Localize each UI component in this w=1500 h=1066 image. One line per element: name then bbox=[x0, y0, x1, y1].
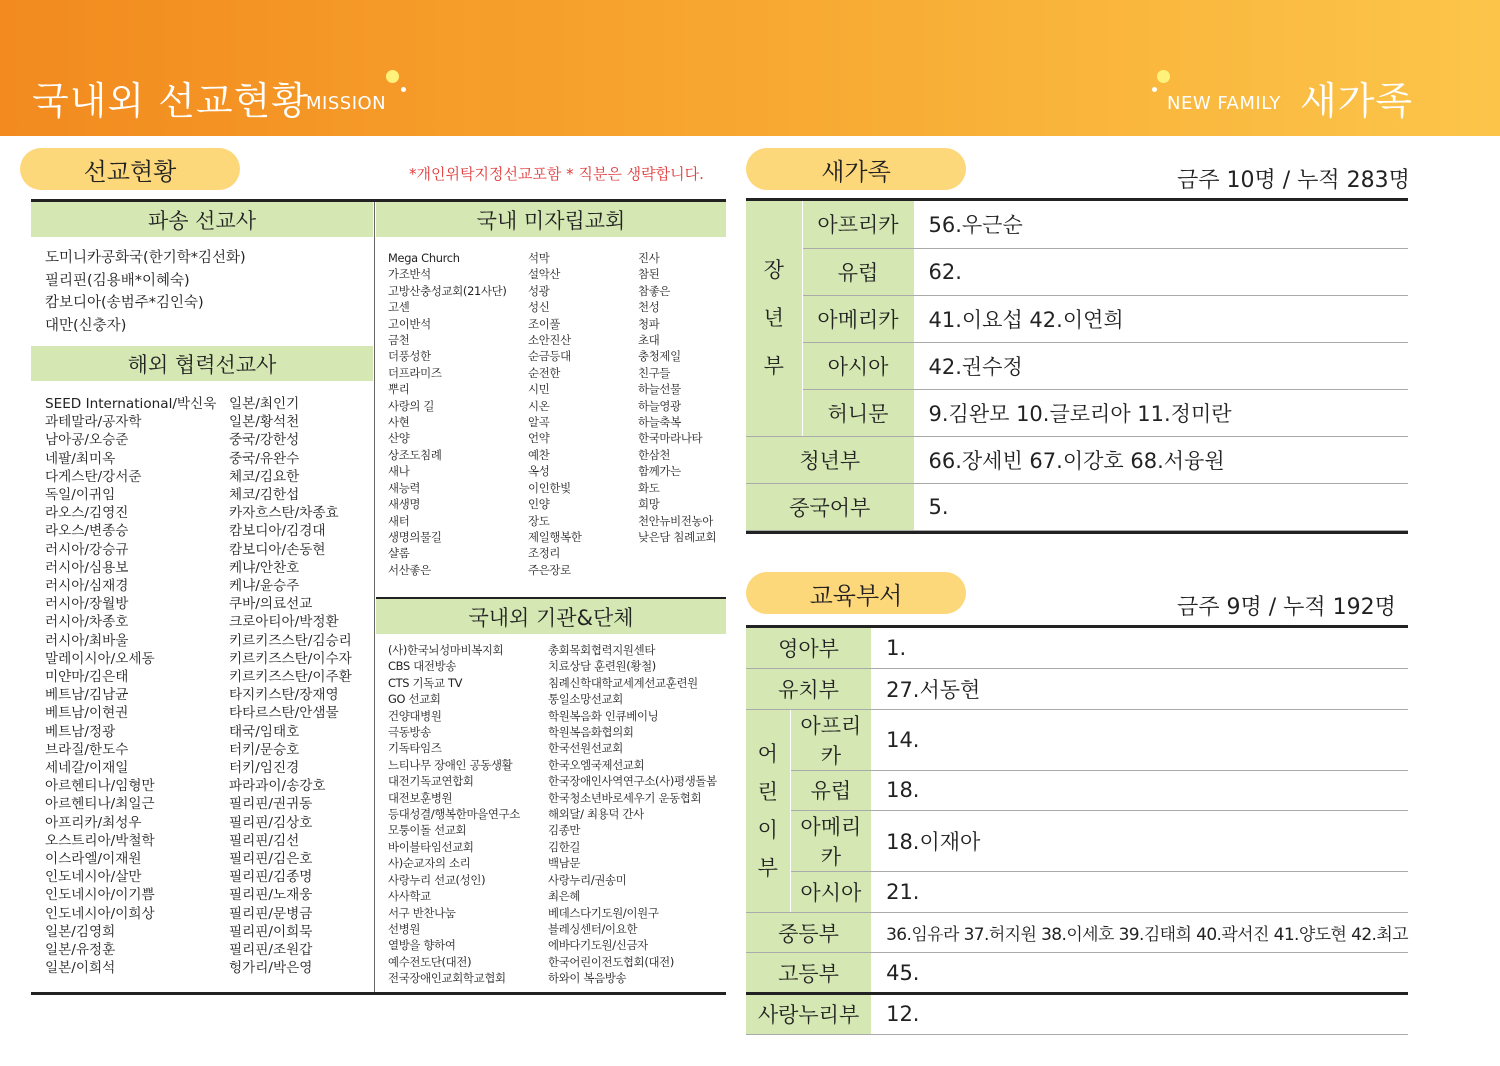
list-item: 오스트리아/박철학 bbox=[45, 832, 155, 849]
dot-icon bbox=[401, 87, 406, 92]
row-label: 중국어부 bbox=[746, 483, 914, 530]
dot-icon bbox=[386, 70, 399, 83]
group-label-char: 년 bbox=[763, 306, 784, 331]
list-item: 아르헨티나/최일근 bbox=[45, 796, 155, 813]
row-label: 중등부 bbox=[746, 912, 872, 953]
list-item: 인도네시아/살만 bbox=[45, 869, 142, 886]
row-value: 42.권수정 bbox=[914, 342, 1408, 389]
domestic-header: 국내 미자립교회 bbox=[376, 202, 726, 237]
list-item: 일본/김영희 bbox=[45, 923, 116, 940]
list-item: 인양 bbox=[528, 497, 550, 512]
list-item: 알곡 bbox=[528, 415, 550, 430]
list-item: 러시아/심용보 bbox=[45, 559, 129, 576]
table-row bbox=[746, 483, 1408, 530]
row-label: 사랑누리부 bbox=[746, 994, 872, 1035]
list-item: 케냐/윤승주 bbox=[229, 578, 300, 595]
list-item: 쿠바/의료선교 bbox=[229, 596, 313, 613]
row-value: 1. bbox=[872, 628, 1408, 669]
list-item: 캄보디아/손동현 bbox=[229, 541, 326, 558]
list-item: 언약 bbox=[528, 431, 550, 446]
list-item: GO 선교회 bbox=[388, 692, 441, 707]
list-item: 학원복음화협의회 bbox=[548, 725, 634, 740]
list-item: 예찬 bbox=[528, 447, 550, 462]
list-item: 세네갈/이재일 bbox=[45, 760, 129, 777]
list-item: 사)순교자의 소리 bbox=[388, 856, 471, 871]
group-label bbox=[746, 709, 790, 912]
education-pill: 교육부서 bbox=[746, 572, 966, 614]
list-item: 김한길 bbox=[548, 839, 581, 854]
list-item: 시민 bbox=[528, 382, 550, 397]
group-label-char: 부 bbox=[757, 855, 778, 880]
list-item: 화도 bbox=[638, 480, 660, 495]
row-value: 41.이요섭 42.이연희 bbox=[914, 295, 1408, 342]
row-label: 아프리카 bbox=[802, 201, 914, 248]
mission-title: 국내외 선교현황 bbox=[32, 79, 310, 123]
list-item: 이스라엘/이재원 bbox=[45, 851, 142, 868]
list-item: 사랑의 길 bbox=[388, 398, 435, 413]
list-item: 한국청소년바로세우기 운동협회 bbox=[548, 790, 702, 805]
row-label: 고등부 bbox=[746, 953, 872, 994]
list-item: 충청제일 bbox=[638, 349, 681, 364]
list-item: 파라과이/송강호 bbox=[229, 778, 326, 795]
list-item: 석막 bbox=[528, 251, 550, 265]
row-value: 62. bbox=[914, 248, 1408, 295]
list-item: 하늘영광 bbox=[638, 398, 681, 413]
list-item: 설악산 bbox=[528, 267, 561, 282]
new-family-stat: 금주 10명 / 누적 283명 bbox=[1177, 168, 1410, 193]
education-table bbox=[746, 628, 1408, 1035]
list-item: 진사 bbox=[638, 251, 660, 265]
list-item: 제일행복한 bbox=[528, 529, 582, 544]
list-item: 사랑누리 선교(성인) bbox=[388, 872, 486, 887]
list-item: 고센 bbox=[388, 300, 410, 315]
list-item: 필리핀/권귀동 bbox=[229, 796, 313, 813]
list-item: 한삼천 bbox=[638, 447, 671, 462]
list-item: 러시아/차종호 bbox=[45, 614, 129, 631]
table-row bbox=[746, 953, 1408, 994]
list-item: 러시아/강승규 bbox=[45, 541, 129, 558]
row-label: 유치부 bbox=[746, 669, 872, 710]
overseas-header: 해외 협력선교사 bbox=[31, 346, 373, 381]
list-item: 도미니카공화국(한기학*김선화) bbox=[45, 250, 246, 266]
org-list-col1 bbox=[388, 642, 520, 987]
list-item: 하늘축복 bbox=[638, 415, 681, 430]
list-item: 조이풀 bbox=[528, 316, 561, 331]
group-label-char: 장 bbox=[763, 258, 784, 283]
table-row bbox=[746, 436, 1408, 483]
list-item: 사랑누리/권송미 bbox=[548, 872, 627, 887]
list-item: 터키/문승호 bbox=[229, 741, 300, 758]
list-item: 카자흐스탄/차종효 bbox=[229, 505, 339, 522]
list-item: 에바다기도원/신금자 bbox=[548, 938, 648, 953]
list-item: 성신 bbox=[528, 300, 550, 315]
list-item: 침례신학대학교세계선교훈련원 bbox=[548, 675, 698, 690]
row-value: 21. bbox=[872, 872, 1408, 913]
list-item: 헝가리/박은영 bbox=[229, 960, 313, 977]
list-item: 체코/김요한 bbox=[229, 468, 300, 485]
column-divider bbox=[374, 202, 375, 992]
list-item: 대만(신충자) bbox=[45, 317, 127, 334]
list-item: 태국/임태호 bbox=[229, 723, 300, 740]
list-item: 미얀마/김은태 bbox=[45, 669, 129, 686]
overseas-list-col2 bbox=[229, 395, 352, 978]
row-label: 아메리카 bbox=[802, 295, 914, 342]
table-row bbox=[746, 872, 1408, 913]
new-family-subtitle: NEW FAMILY bbox=[1167, 93, 1281, 114]
list-item: 김종만 bbox=[548, 823, 581, 838]
dot-icon bbox=[1157, 70, 1170, 83]
list-item: 학원복음화 인큐베이닝 bbox=[548, 708, 659, 723]
list-item: 필리핀/김종명 bbox=[229, 869, 313, 886]
list-item: 중국/강한성 bbox=[229, 432, 300, 449]
list-item: 치료상담 훈련원(황철) bbox=[548, 659, 656, 674]
row-value: 27.서동현 bbox=[872, 669, 1408, 710]
org-list-col2 bbox=[548, 642, 717, 987]
list-item: 더풍성한 bbox=[388, 349, 431, 364]
row-value: 14. bbox=[872, 709, 1408, 770]
list-item: 캄보디아(송범주*김인숙) bbox=[45, 295, 204, 311]
row-label: 허니문 bbox=[802, 389, 914, 436]
group-label bbox=[746, 201, 802, 436]
list-item: 성광 bbox=[528, 283, 550, 298]
table-row bbox=[746, 389, 1408, 436]
row-label: 아프리카 bbox=[790, 709, 871, 770]
list-item: 금천 bbox=[388, 333, 410, 348]
table-row bbox=[746, 912, 1408, 953]
sent-list bbox=[45, 247, 246, 337]
list-item: 일본/최인기 bbox=[229, 396, 300, 412]
list-item: 타타르스탄/안샘물 bbox=[229, 705, 339, 722]
list-item: SEED International/박신욱 bbox=[45, 396, 217, 412]
list-item: 라오스/김영진 bbox=[45, 505, 129, 522]
table-row bbox=[746, 811, 1408, 872]
list-item: 극동방송 bbox=[388, 725, 431, 740]
list-item: 필리핀/김은호 bbox=[229, 851, 313, 868]
list-item: 총회목회협력지원센타 bbox=[548, 643, 656, 657]
org-header: 국내외 기관&단체 bbox=[376, 599, 726, 634]
row-value: 18. bbox=[872, 770, 1408, 811]
row-label: 유럽 bbox=[802, 248, 914, 295]
row-value: 56.우근순 bbox=[914, 201, 1408, 248]
list-item: 독일/이귀임 bbox=[45, 487, 116, 504]
list-item: 캄보디아/김경대 bbox=[229, 523, 326, 540]
table-row bbox=[746, 669, 1408, 710]
list-item: 라오스/변종승 bbox=[45, 523, 129, 540]
list-item: 열방을 향하여 bbox=[388, 938, 456, 953]
list-item: 중국/유완수 bbox=[229, 450, 300, 467]
group-label-char: 린 bbox=[757, 779, 778, 804]
list-item: 아르헨티나/임형만 bbox=[45, 778, 155, 795]
list-item: 베트남/김남균 bbox=[45, 687, 129, 704]
list-item: 생명의물길 bbox=[388, 529, 442, 544]
list-item: 해외달/ 최용덕 간사 bbox=[548, 807, 644, 822]
list-item: 모퉁이돌 선교회 bbox=[388, 823, 467, 838]
table-row bbox=[746, 628, 1408, 669]
list-item: 케냐/안찬호 bbox=[229, 559, 300, 576]
table-row bbox=[746, 994, 1408, 1035]
list-item: CTS 기독교 TV bbox=[388, 675, 463, 690]
list-item: 시온 bbox=[528, 398, 550, 413]
list-item: 터키/임진경 bbox=[229, 760, 300, 777]
list-item: 필리핀/문병금 bbox=[229, 905, 313, 922]
list-item: 참좋은 bbox=[638, 283, 671, 298]
dot-icon bbox=[1152, 87, 1157, 92]
list-item: 소안진산 bbox=[528, 333, 571, 348]
list-item: 건양대병원 bbox=[388, 708, 442, 723]
list-item: 러시아/심재경 bbox=[45, 578, 129, 595]
list-item: 초대 bbox=[638, 333, 660, 348]
header-banner bbox=[0, 0, 1500, 136]
list-item: 블레싱센터/이요한 bbox=[548, 921, 638, 936]
list-item: 더프라미즈 bbox=[388, 365, 442, 380]
row-value: 9.김완모 10.글로리아 11.정미란 bbox=[914, 389, 1408, 436]
table-row bbox=[746, 201, 1408, 248]
table-row bbox=[746, 770, 1408, 811]
sent-header: 파송 선교사 bbox=[31, 202, 373, 237]
row-label: 청년부 bbox=[746, 436, 914, 483]
table-row bbox=[746, 295, 1408, 342]
list-item: 고이반석 bbox=[388, 316, 431, 331]
list-item: 한국어린이전도협회(대전) bbox=[548, 954, 675, 969]
list-item: 필리핀/김상호 bbox=[229, 814, 313, 831]
list-item: 기독타임즈 bbox=[388, 741, 442, 756]
list-item: 대전보훈병원 bbox=[388, 790, 453, 805]
row-label: 영아부 bbox=[746, 628, 872, 669]
list-item: 베트남/정광 bbox=[45, 723, 116, 740]
list-item: 필리핀/김선 bbox=[229, 832, 300, 849]
list-item: 주은장로 bbox=[528, 562, 571, 577]
education-stat: 금주 9명 / 누적 192명 bbox=[1177, 595, 1396, 620]
list-item: 순금등대 bbox=[528, 349, 571, 364]
list-item: 산양 bbox=[388, 431, 410, 446]
list-item: 함께가는 bbox=[638, 464, 681, 479]
list-item: 조정리 bbox=[528, 546, 561, 561]
list-item: 필리핀(김용배*이혜숙) bbox=[45, 272, 190, 289]
list-item: 장도 bbox=[528, 513, 550, 528]
list-item: 새터 bbox=[388, 513, 410, 528]
list-item: 키르키즈스탄/김승리 bbox=[229, 632, 352, 649]
list-item: 이인한빛 bbox=[528, 480, 571, 495]
list-item: 러시아/장월방 bbox=[45, 596, 129, 613]
list-item: Mega Church bbox=[388, 251, 460, 265]
list-item: 브라질/한도수 bbox=[45, 741, 129, 758]
mission-pill: 선교현황 bbox=[20, 148, 240, 190]
list-item: 통일소망선교회 bbox=[548, 692, 623, 707]
list-item: 청파 bbox=[638, 316, 660, 331]
list-item: 새나 bbox=[388, 464, 410, 479]
list-item: 하와이 복음방송 bbox=[548, 971, 627, 986]
list-item: 서구 반찬나눔 bbox=[388, 905, 456, 920]
list-item: 백남문 bbox=[548, 856, 581, 871]
list-item: 선병원 bbox=[388, 921, 421, 936]
divider bbox=[31, 992, 726, 995]
list-item: 한국장애인사역연구소(사)평생돌봄 bbox=[548, 774, 717, 789]
new-family-table bbox=[746, 201, 1408, 531]
list-item: 상조도침례 bbox=[388, 447, 442, 462]
row-value: 45. bbox=[872, 953, 1408, 994]
mission-subtitle: MISSION bbox=[306, 93, 387, 114]
list-item: 하늘선물 bbox=[638, 382, 681, 397]
group-label-char: 이 bbox=[757, 817, 778, 842]
table-row bbox=[746, 342, 1408, 389]
list-item: 일본/유정훈 bbox=[45, 942, 116, 959]
list-item: 가조반석 bbox=[388, 267, 431, 282]
list-item: 한국선원선교회 bbox=[548, 741, 623, 756]
list-item: 말레이시아/오세동 bbox=[45, 650, 155, 667]
list-item: 희망 bbox=[638, 497, 660, 512]
row-value: 12. bbox=[872, 994, 1408, 1035]
group-label-char: 부 bbox=[763, 354, 784, 379]
overseas-list-col1 bbox=[45, 395, 216, 978]
row-label: 아시아 bbox=[802, 342, 914, 389]
list-item: 천안뉴비전농아 bbox=[638, 513, 713, 528]
list-item: 베데스다기도원/이원구 bbox=[548, 905, 659, 920]
list-item: 필리핀/조원갑 bbox=[229, 942, 313, 959]
list-item: 샬롬 bbox=[388, 546, 410, 561]
group-label-char: 어 bbox=[757, 741, 778, 766]
list-item: 새생명 bbox=[388, 497, 421, 512]
list-item: 러시아/최바울 bbox=[45, 632, 129, 649]
list-item: 옥성 bbox=[528, 464, 550, 479]
list-item: 낮은담 침례교회 bbox=[638, 529, 717, 544]
list-item: 타지키스탄/장재영 bbox=[229, 687, 339, 704]
list-item: 과테말라/공자학 bbox=[45, 414, 142, 431]
list-item: 필리핀/노재웅 bbox=[229, 887, 313, 904]
list-item: 키르키즈스탄/이주환 bbox=[229, 669, 352, 686]
list-item: 뿌리 bbox=[388, 382, 410, 397]
list-item: 네팔/최미옥 bbox=[45, 450, 116, 467]
divider bbox=[746, 992, 1408, 995]
list-item: 바이블타임선교회 bbox=[388, 839, 474, 854]
list-item: 크로아티아/박정환 bbox=[229, 614, 339, 631]
list-item: 남아공/오승준 bbox=[45, 432, 129, 449]
row-value: 5. bbox=[914, 483, 1408, 530]
list-item: (사)한국뇌성마비복지회 bbox=[388, 643, 504, 657]
table-row bbox=[746, 248, 1408, 295]
list-item: 베트남/이현권 bbox=[45, 705, 129, 722]
list-item: 고방산충성교회(21사단) bbox=[388, 283, 507, 298]
new-family-title: 새가족 bbox=[1300, 79, 1414, 123]
domestic-list-col1 bbox=[388, 250, 507, 578]
row-label: 유럽 bbox=[790, 770, 871, 811]
table-row bbox=[746, 709, 1408, 770]
list-item: 새능력 bbox=[388, 480, 421, 495]
list-item: 서산좋은 bbox=[388, 562, 431, 577]
new-family-pill: 새가족 bbox=[746, 148, 966, 190]
list-item: 예수전도단(대전) bbox=[388, 954, 472, 969]
list-item: 한국마라나타 bbox=[638, 431, 703, 446]
divider bbox=[746, 531, 1408, 534]
row-value: 66.장세빈 67.이강호 68.서융원 bbox=[914, 436, 1408, 483]
row-label: 아메리카 bbox=[790, 811, 871, 872]
row-value: 18.이재아 bbox=[872, 811, 1408, 872]
list-item: 키르키즈스탄/이수자 bbox=[229, 650, 352, 667]
list-item: 전국장애인교회학교협회 bbox=[388, 971, 506, 986]
list-item: 친구들 bbox=[638, 365, 671, 380]
row-label: 아시아 bbox=[790, 872, 871, 913]
list-item: CBS 대전방송 bbox=[388, 659, 457, 674]
list-item: 인도네시아/이희상 bbox=[45, 905, 155, 922]
list-item: 아프리카/최성우 bbox=[45, 814, 142, 831]
list-item: 등대성결/행복한마을연구소 bbox=[388, 807, 520, 822]
domestic-list-col3 bbox=[638, 250, 716, 545]
list-item: 천성 bbox=[638, 300, 660, 315]
list-item: 참된 bbox=[638, 267, 660, 282]
list-item: 다게스탄/강서준 bbox=[45, 468, 142, 485]
list-item: 최은혜 bbox=[548, 889, 581, 904]
list-item: 한국오엠국제선교회 bbox=[548, 757, 645, 772]
list-item: 체코/김한섭 bbox=[229, 487, 300, 504]
list-item: 사사학교 bbox=[388, 889, 431, 904]
domestic-list-col2 bbox=[528, 250, 582, 578]
row-value: 36.임유라 37.허지원 38.이세호 39.김태희 40.곽서진 41.양도현 42.최고 bbox=[872, 912, 1408, 953]
list-item: 대전기독교연합회 bbox=[388, 774, 474, 789]
mission-note: *개인위탁지정선교포함 * 직분은 생략합니다. bbox=[409, 165, 704, 183]
list-item: 일본/황석천 bbox=[229, 414, 300, 431]
list-item: 일본/이희석 bbox=[45, 960, 116, 977]
list-item: 사현 bbox=[388, 415, 410, 430]
list-item: 느티나무 장애인 공동생활 bbox=[388, 757, 513, 772]
list-item: 순전한 bbox=[528, 365, 561, 380]
list-item: 인도네시아/이기쁨 bbox=[45, 887, 155, 904]
list-item: 필리핀/이희묵 bbox=[229, 923, 313, 940]
